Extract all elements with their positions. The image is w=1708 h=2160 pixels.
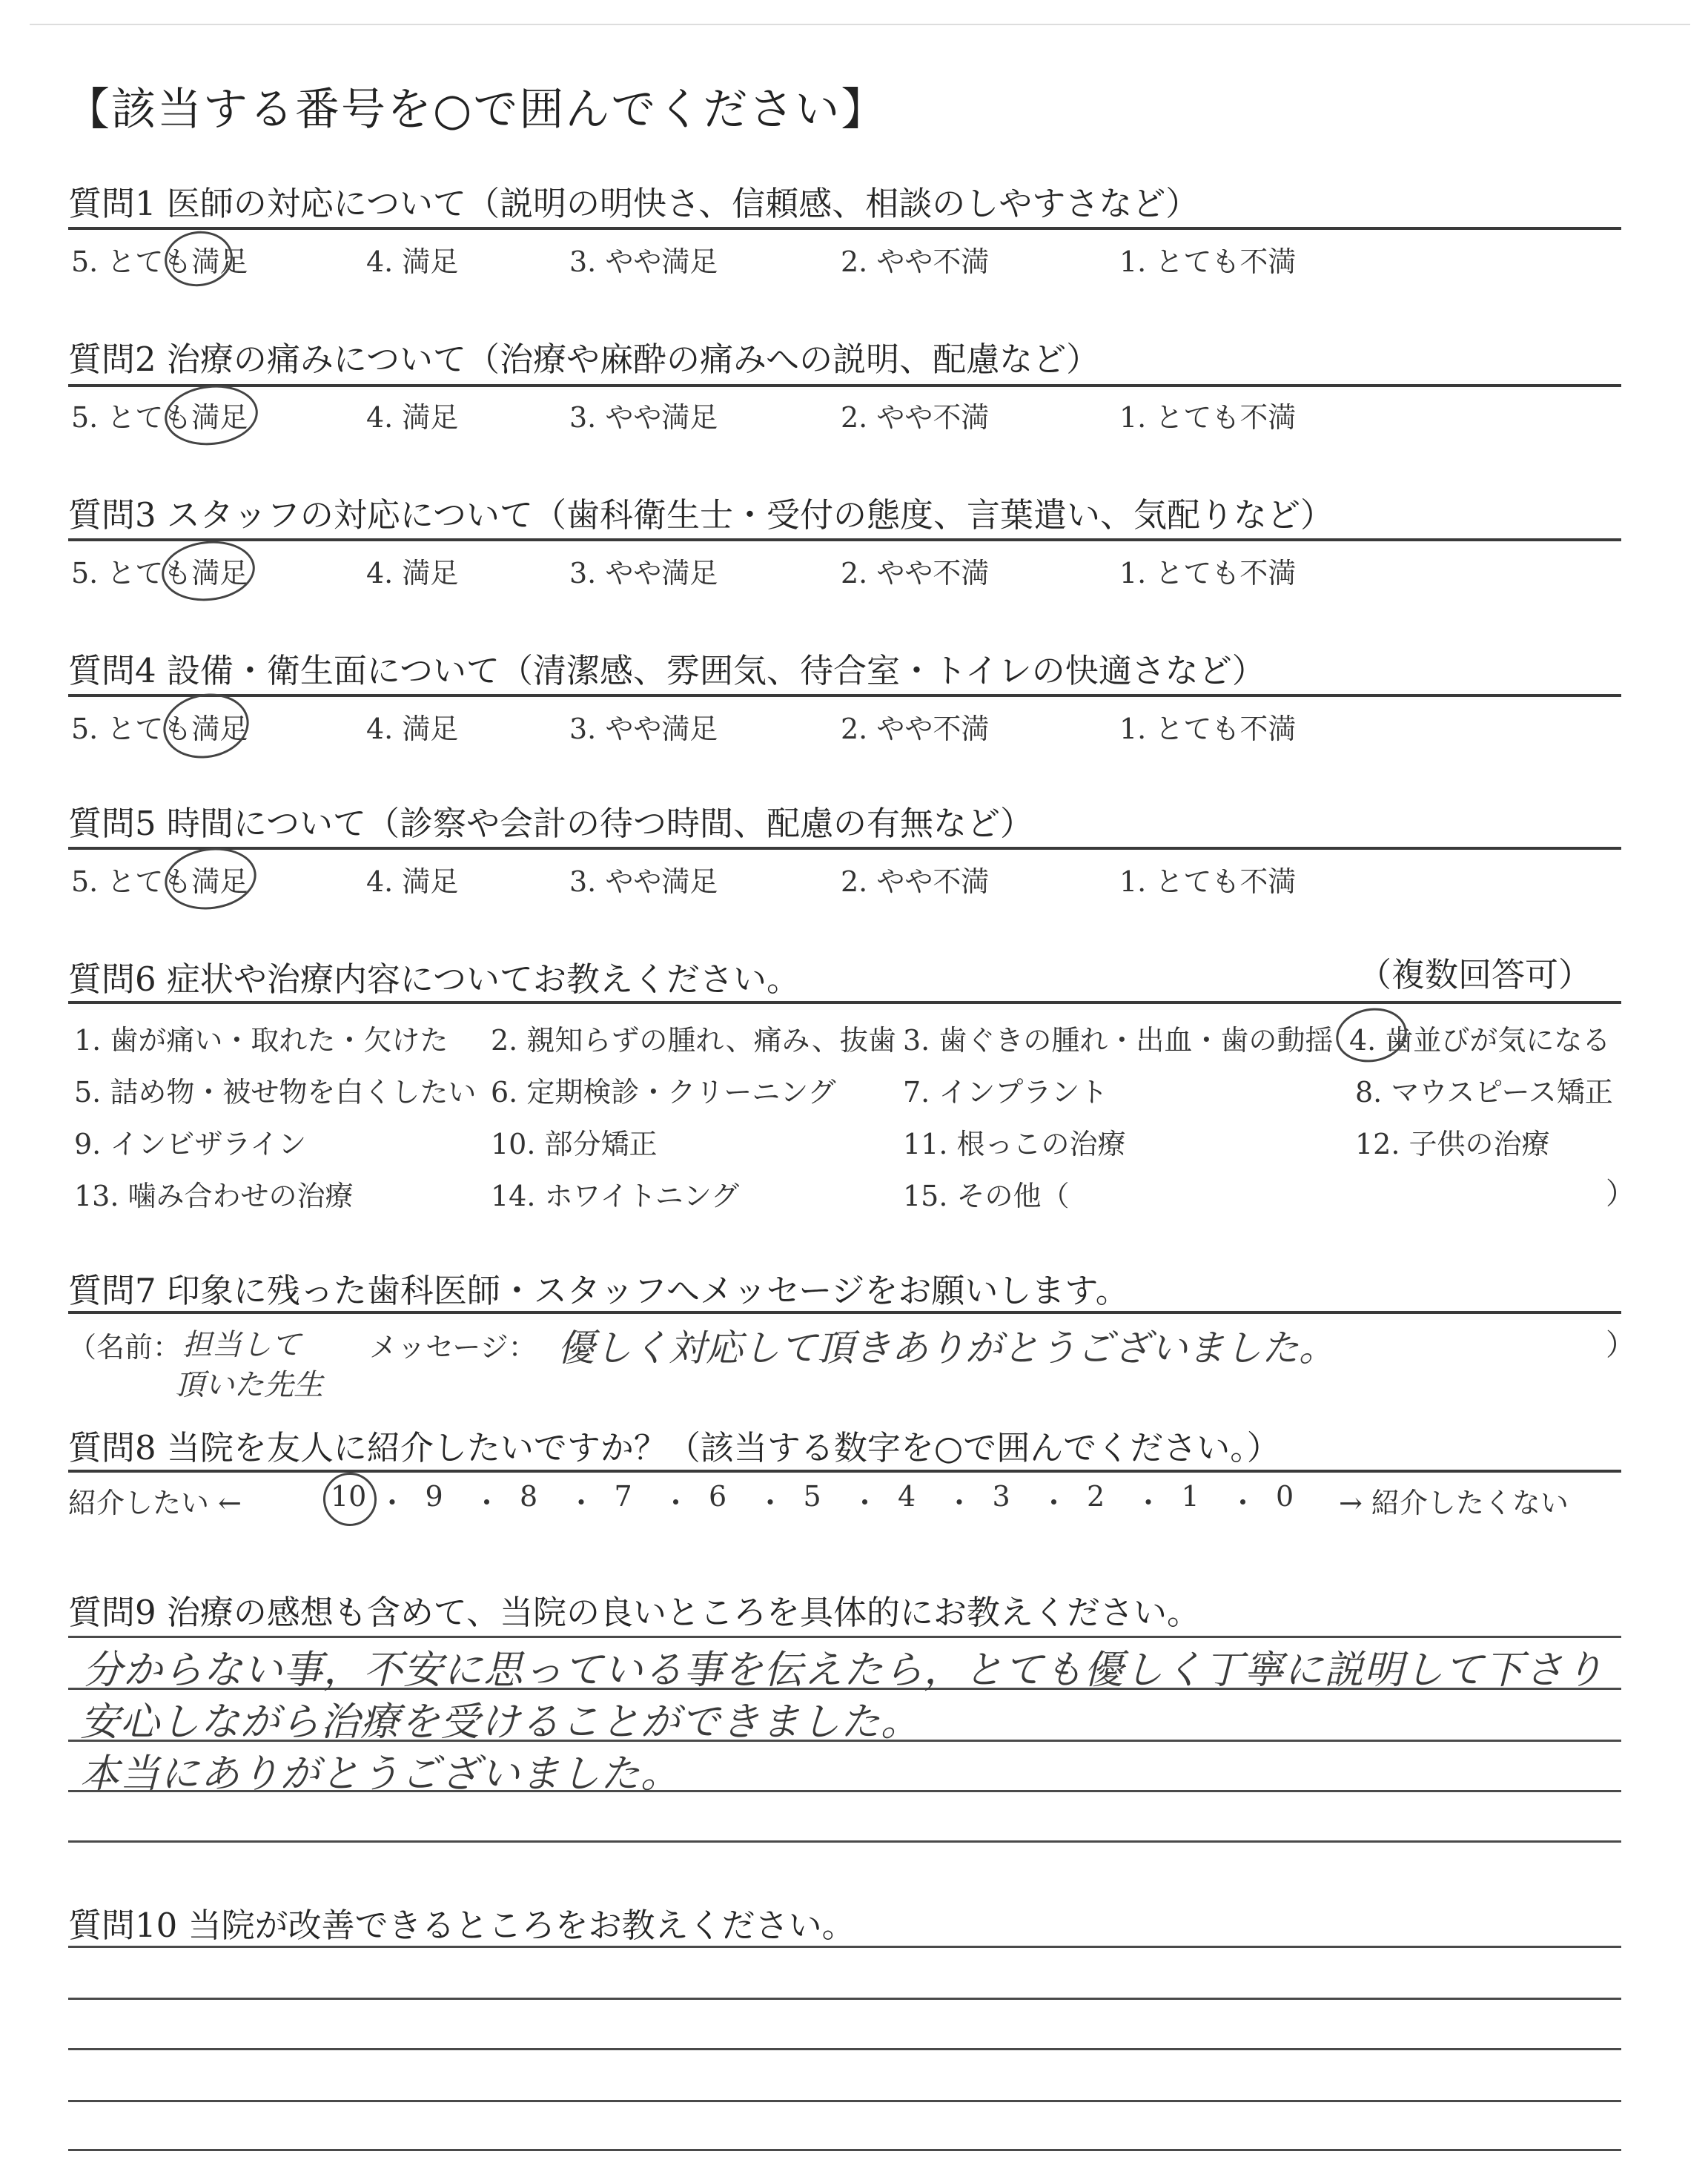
question-2-rule xyxy=(68,384,1621,387)
question-6-rule xyxy=(68,1001,1621,1004)
q6-option-7[interactable]: 7. インプラント xyxy=(903,1076,1108,1109)
q1-selection-circle xyxy=(161,227,236,291)
q8-scale-separator: ・ xyxy=(378,1487,407,1519)
q8-scale-separator: ・ xyxy=(472,1487,501,1519)
q6-option-1[interactable]: 1. 歯が痛い・取れた・欠けた xyxy=(74,1024,448,1057)
q4-option-2[interactable]: 2. やや不満 xyxy=(841,713,990,745)
question-7-title: 質問7 印象に残った歯科医師・スタッフへメッセージをお願いします。 xyxy=(68,1271,1129,1310)
q2-option-1[interactable]: 1. とても不満 xyxy=(1119,401,1297,434)
q8-scale-separator: ・ xyxy=(1228,1487,1257,1519)
q9-answer-line-5 xyxy=(68,1840,1621,1843)
q1-option-1[interactable]: 1. とても不満 xyxy=(1119,245,1297,278)
q10-answer-line-4 xyxy=(68,2100,1621,2102)
q8-scale-7[interactable]: 7 xyxy=(614,1480,632,1513)
q5-option-2[interactable]: 2. やや不満 xyxy=(841,865,990,898)
q8-scale-8[interactable]: 8 xyxy=(520,1480,538,1513)
q7-name-value-line2[interactable]: 頂いた先生 xyxy=(175,1368,323,1402)
q8-scale-4[interactable]: 4 xyxy=(898,1480,916,1513)
q8-scale-1[interactable]: 1 xyxy=(1181,1480,1199,1513)
question-10-title: 質問10 当院が改善できるところをお教えください。 xyxy=(68,1906,855,1945)
q6-option-13[interactable]: 13. 噛み合わせの治療 xyxy=(74,1180,354,1212)
question-6-title: 質問6 症状や治療内容についてお教えください。 xyxy=(68,960,801,999)
q3-option-2[interactable]: 2. やや不満 xyxy=(841,557,990,589)
q6-option-14[interactable]: 14. ホワイトニング xyxy=(491,1180,740,1212)
q7-message-value[interactable]: 優しく対応して頂きありがとうございました。 xyxy=(557,1327,1336,1370)
q9-answer-line-1 xyxy=(68,1636,1621,1638)
q9-answer-text-3[interactable]: 本当にありがとうございました。 xyxy=(80,1751,681,1797)
question-1-title: 質問1 医師の対応について（説明の明快さ、信頼感、相談のしやすさなど） xyxy=(68,184,1199,223)
q10-answer-line-2 xyxy=(68,1998,1621,2000)
page-title: 【該当する番号を○で囲んでください】 xyxy=(65,84,887,136)
question-4-rule xyxy=(68,694,1621,697)
q8-selection-circle xyxy=(320,1470,379,1528)
q1-option-4[interactable]: 4. 満足 xyxy=(366,245,459,278)
q4-option-1[interactable]: 1. とても不満 xyxy=(1119,713,1297,745)
q4-selection-circle xyxy=(158,687,254,765)
q8-scale-separator: ・ xyxy=(945,1487,974,1519)
q6-option-12[interactable]: 12. 子供の治療 xyxy=(1355,1128,1550,1160)
q5-option-1[interactable]: 1. とても不満 xyxy=(1119,865,1297,898)
q1-option-2[interactable]: 2. やや不満 xyxy=(841,245,990,278)
q10-answer-line-1 xyxy=(68,1946,1621,1948)
q8-scale-separator: ・ xyxy=(850,1487,879,1519)
question-6-multiple-note: （複数回答可） xyxy=(1358,955,1592,994)
q3-option-5[interactable]: 5. とても満足 xyxy=(71,557,248,589)
q2-option-5[interactable]: 5. とても満足 xyxy=(71,401,248,434)
q8-scale-separator: ・ xyxy=(756,1487,785,1519)
question-2-title: 質問2 治療の痛みについて（治療や麻酔の痛みへの説明、配慮など） xyxy=(68,340,1100,379)
q6-option-10[interactable]: 10. 部分矯正 xyxy=(491,1128,658,1160)
q8-scale-2[interactable]: 2 xyxy=(1087,1480,1105,1513)
q5-option-5[interactable]: 5. とても満足 xyxy=(71,865,248,898)
q9-answer-text-1[interactable]: 分からない事，不安に思っている事を伝えたら，とても優しく丁寧に説明して下さり xyxy=(83,1648,1604,1693)
q8-scale-3[interactable]: 3 xyxy=(992,1480,1010,1513)
q6-other-close-paren: ） xyxy=(1606,1177,1635,1211)
scan-edge-line xyxy=(30,24,1690,25)
q6-option-4[interactable]: 4. 歯並びが気になる xyxy=(1349,1024,1611,1057)
q2-selection-circle xyxy=(162,381,261,450)
question-7-rule xyxy=(68,1311,1621,1314)
q2-option-2[interactable]: 2. やや不満 xyxy=(841,401,990,434)
q10-answer-line-5 xyxy=(68,2149,1621,2151)
q4-option-3[interactable]: 3. やや満足 xyxy=(569,713,718,745)
question-3-title: 質問3 スタッフの対応について（歯科衛生士・受付の態度、言葉遣い、気配りなど） xyxy=(68,495,1334,535)
q1-option-3[interactable]: 3. やや満足 xyxy=(569,245,718,278)
q7-name-value-line1[interactable]: 担当して xyxy=(182,1328,301,1362)
q7-name-label: （名前： xyxy=(68,1331,182,1364)
q8-scale-separator: ・ xyxy=(1134,1487,1163,1519)
q6-option-3[interactable]: 3. 歯ぐきの腫れ・出血・歯の動揺 xyxy=(903,1024,1334,1057)
q6-option-8[interactable]: 8. マウスピース矯正 xyxy=(1355,1076,1613,1109)
q5-option-3[interactable]: 3. やや満足 xyxy=(569,865,718,898)
question-5-title: 質問5 時間について（診察や会計の待つ時間、配慮の有無など） xyxy=(68,804,1034,843)
q8-scale-separator: ・ xyxy=(661,1487,690,1519)
question-5-rule xyxy=(68,847,1621,850)
q3-option-3[interactable]: 3. やや満足 xyxy=(569,557,718,589)
q7-message-label: メッセージ： xyxy=(369,1331,537,1364)
q8-scale-10[interactable]: 10 xyxy=(331,1480,367,1513)
q6-option-2[interactable]: 2. 親知らずの腫れ、痛み、抜歯 xyxy=(491,1024,896,1057)
q5-selection-circle xyxy=(161,842,260,915)
q8-left-label: 紹介したい ← xyxy=(68,1487,242,1519)
q6-option-11[interactable]: 11. 根っこの治療 xyxy=(903,1128,1126,1160)
q2-option-4[interactable]: 4. 満足 xyxy=(366,401,459,434)
q6-option-15[interactable]: 15. その他（ xyxy=(903,1180,1070,1212)
q8-scale-separator: ・ xyxy=(567,1487,596,1519)
q8-scale-separator: ・ xyxy=(1039,1487,1068,1519)
question-8-title: 質問8 当院を友人に紹介したいですか？（該当する数字を○で囲んでください。） xyxy=(68,1428,1280,1467)
q3-option-1[interactable]: 1. とても不満 xyxy=(1119,557,1297,589)
q8-scale-6[interactable]: 6 xyxy=(709,1480,727,1513)
question-4-title: 質問4 設備・衛生面について（清潔感、雰囲気、待合室・トイレの快適さなど） xyxy=(68,651,1265,690)
q10-answer-line-3 xyxy=(68,2048,1621,2050)
q6-option-5[interactable]: 5. 詰め物・被せ物を白くしたい xyxy=(74,1076,477,1109)
q5-option-4[interactable]: 4. 満足 xyxy=(366,865,459,898)
q1-option-5[interactable]: 5. とても満足 xyxy=(71,245,248,278)
q4-option-5[interactable]: 5. とても満足 xyxy=(71,713,248,745)
q8-scale-9[interactable]: 9 xyxy=(425,1480,443,1513)
question-1-rule xyxy=(68,227,1621,230)
q2-option-3[interactable]: 3. やや満足 xyxy=(569,401,718,434)
q3-option-4[interactable]: 4. 満足 xyxy=(366,557,459,589)
question-9-title: 質問9 治療の感想も含めて、当院の良いところを具体的にお教えください。 xyxy=(68,1593,1201,1632)
question-3-rule xyxy=(68,538,1621,541)
q6-option-6[interactable]: 6. 定期検診・クリーニング xyxy=(491,1076,836,1109)
q6-option-9[interactable]: 9. インビザライン xyxy=(74,1128,307,1160)
q8-scale-5[interactable]: 5 xyxy=(803,1480,821,1513)
q4-option-4[interactable]: 4. 満足 xyxy=(366,713,459,745)
q8-scale-0[interactable]: 0 xyxy=(1276,1480,1294,1513)
q7-close-paren: ） xyxy=(1606,1328,1635,1362)
q8-right-label: → 紹介したくない xyxy=(1339,1487,1569,1519)
q9-answer-text-2[interactable]: 安心しながら治療を受けることができました。 xyxy=(80,1700,921,1745)
q3-selection-circle xyxy=(159,537,258,606)
question-8-rule xyxy=(68,1470,1621,1473)
